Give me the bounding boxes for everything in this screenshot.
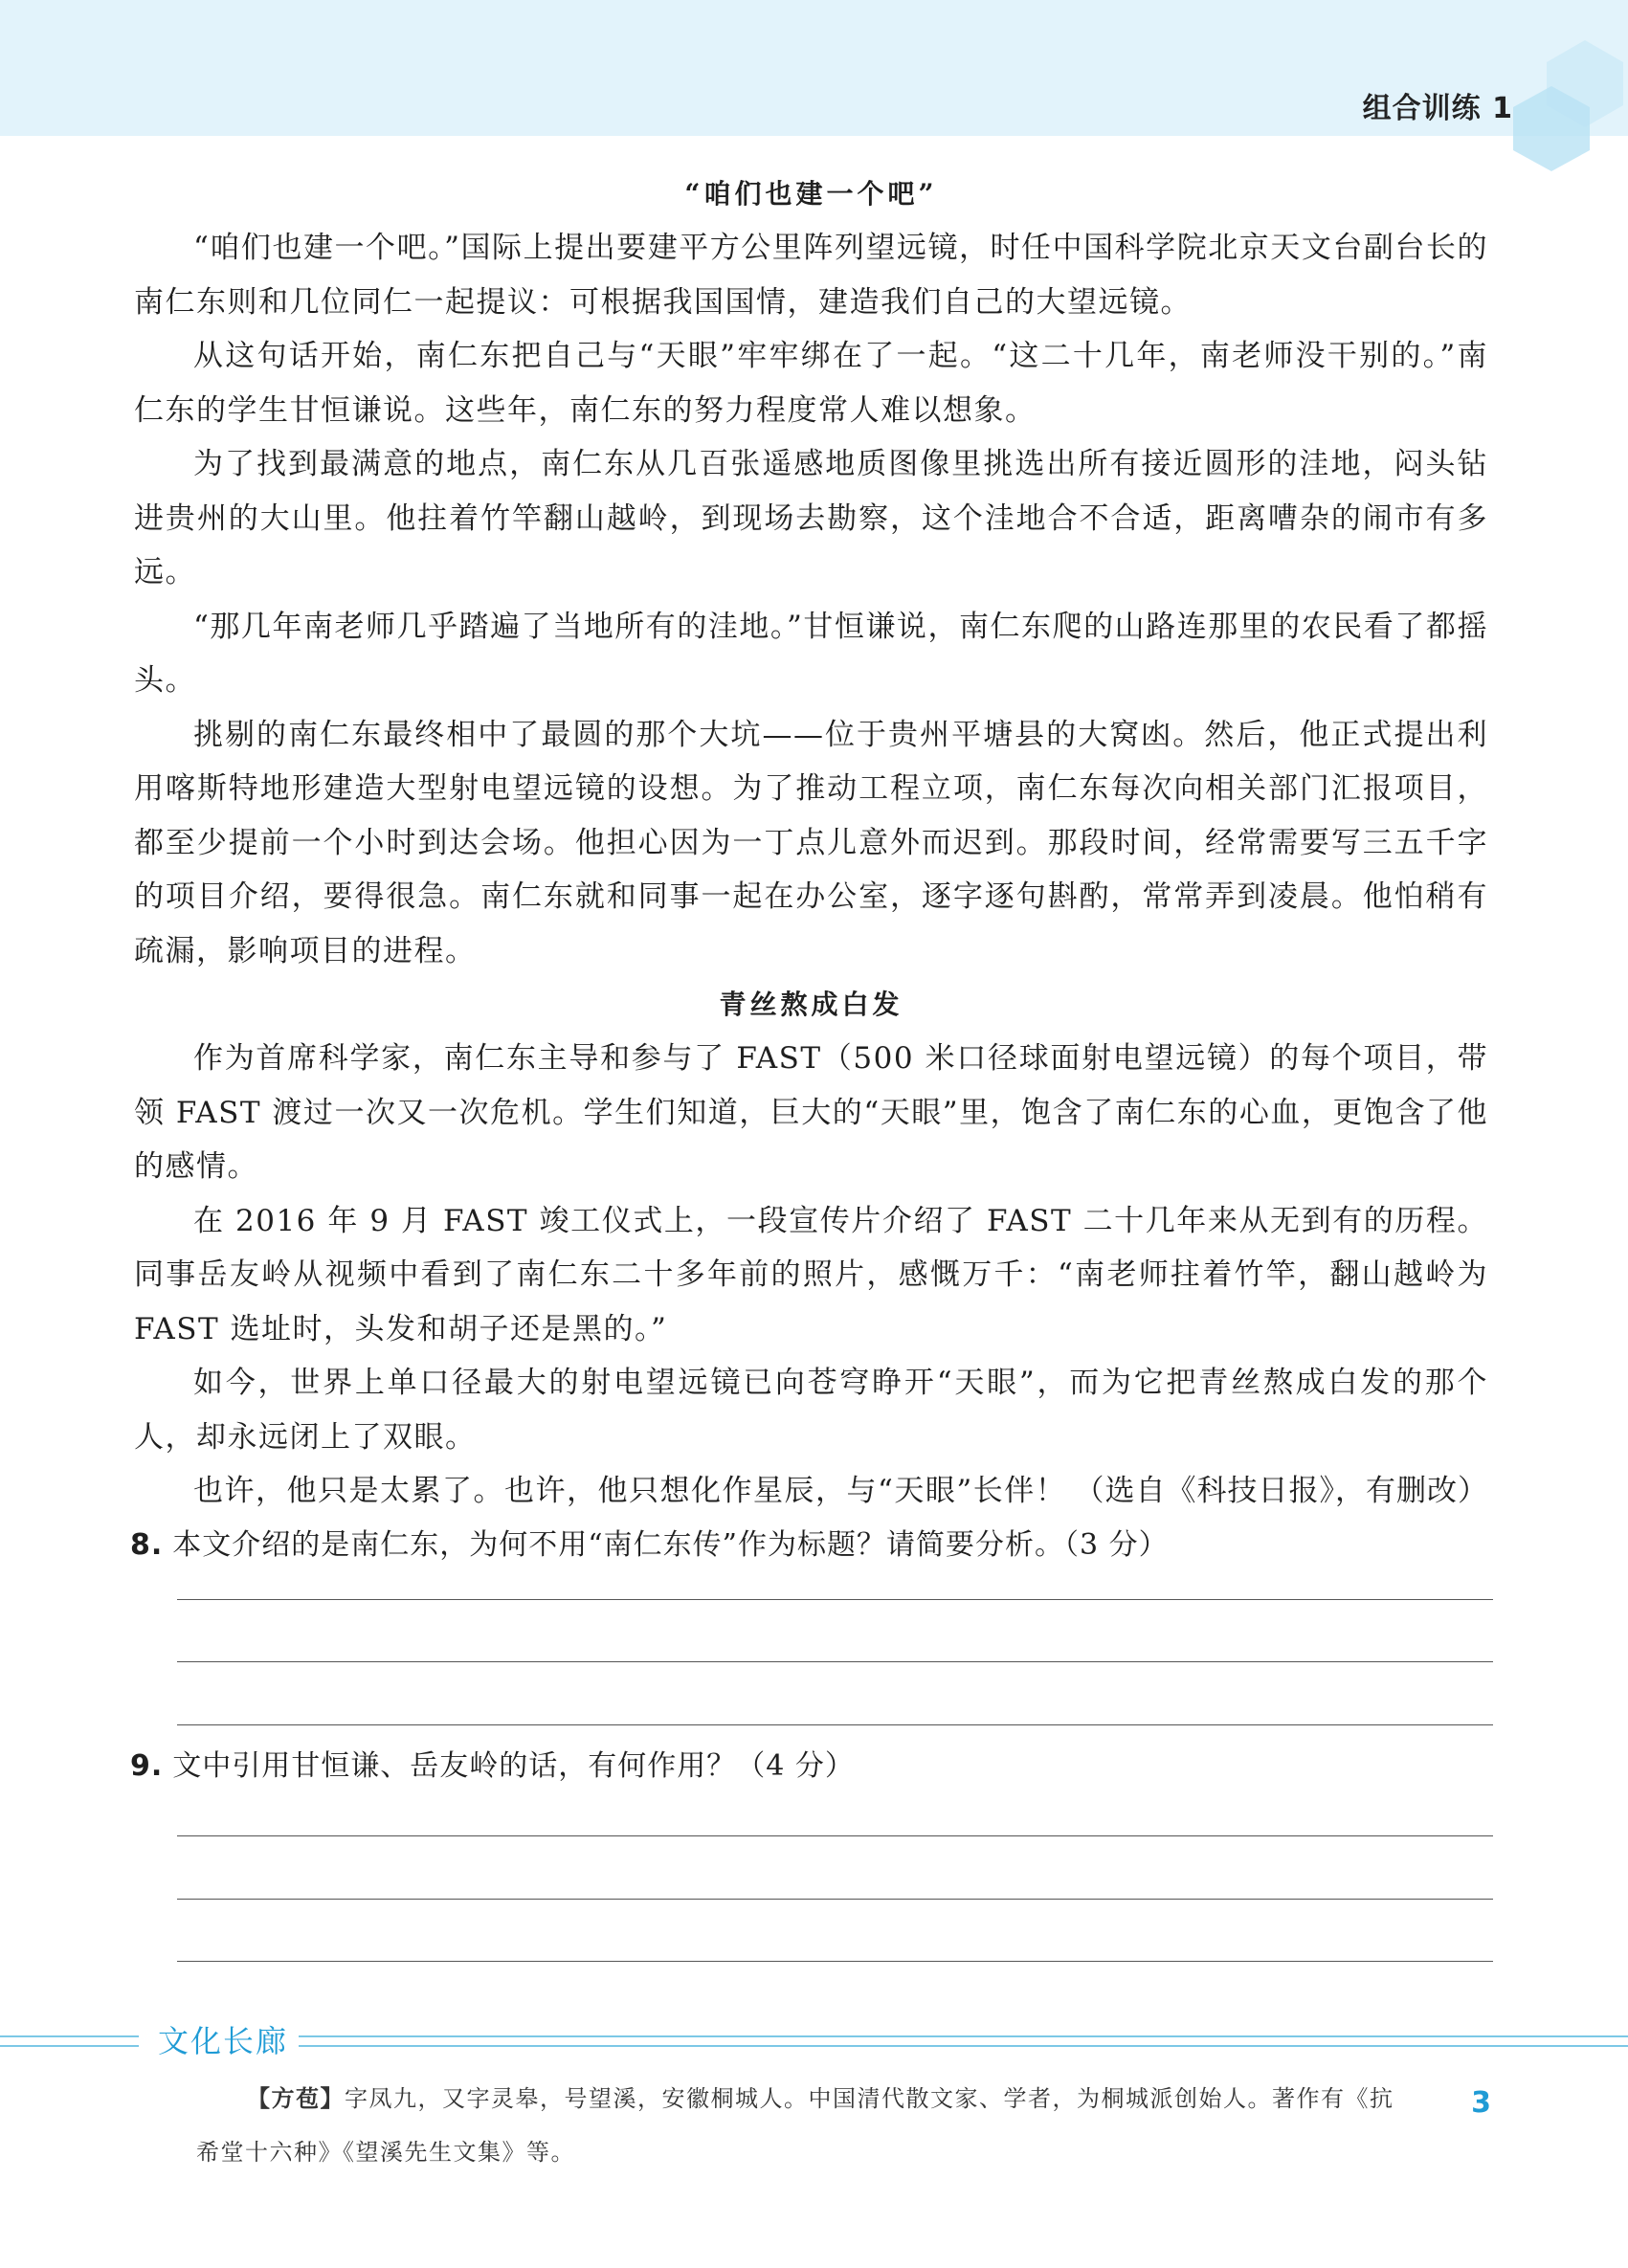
closing-line [134, 1464, 1488, 1519]
section-title: 青丝熬成白发 [719, 989, 903, 1020]
hexagon-decoration [1494, 38, 1628, 172]
culture-divider-right [299, 2035, 1628, 2047]
paragraph: 如今，世界上单口径最大的射电望远镜已向苍穹睁开“天眼”，而为它把青丝熬成白发的那个人，却永远闭上了双眼。 [134, 1366, 1488, 1455]
question-8 [130, 1519, 1488, 1572]
answer-line[interactable] [177, 1661, 1493, 1662]
article-body [130, 167, 1488, 1572]
question-text: 文中引用甘恒谦、岳友岭的话，有何作用？（4 分） [172, 1749, 855, 1783]
culture-divider-left [0, 2035, 139, 2047]
paragraph: 在 2016 年 9 月 FAST 竣工仪式上，一段宣传片介绍了 FAST 二十几年来从无到有的历程。同事岳友岭从视频中看到了南仁东二十多年前的照片，感慨万千：“南老师拄着竹竿，翻山越岭为 FAST 选址时，头发和胡子还是黑的。” [134, 1203, 1488, 1346]
paragraph: “咱们也建一个吧。”国际上提出要建平方公里阵列望远镜，时任中国科学院北京天文台副台长的南仁东则和几位同仁一起提议：可根据我国国情，建造我们自己的大望远镜。 [134, 231, 1488, 320]
answer-line[interactable] [177, 1599, 1493, 1600]
question-number: 8. [130, 1527, 164, 1562]
answer-line[interactable] [177, 1835, 1493, 1836]
paragraph: 挑剔的南仁东最终相中了最圆的那个大坑——位于贵州平塘县的大窝凼。然后，他正式提出利用喀斯特地形建造大型射电望远镜的设想。为了推动工程立项，南仁东每次向相关部门汇报项目，都至少提前一个小时到达会场。他担心因为一丁点儿意外而迟到。那段时间，经常需要写三五千字的项目介绍，要得很急。南仁东就和同事一起在办公室，逐字逐句斟酌，常常弄到凌晨。他怕稍有疏漏，影响项目的进程。 [134, 717, 1488, 968]
culture-section-title: 文化长廊 [158, 2023, 289, 2059]
paragraph: “那几年南老师几乎踏遍了当地所有的洼地。”甘恒谦说，南仁东爬的山路连那里的农民看了都摇头。 [134, 609, 1488, 698]
answer-line[interactable] [177, 1724, 1493, 1725]
answer-line[interactable] [177, 1899, 1493, 1900]
source-citation: （选自《科技日报》，有删改） [1074, 1474, 1488, 1508]
paragraph: 从这句话开始，南仁东把自己与“天眼”牢牢绑在了一起。“这二十几年，南老师没干别的。”南仁东的学生甘恒谦说。这些年，南仁东的努力程度常人难以想象。 [134, 339, 1488, 428]
culture-description: 字凤九，又字灵皋，号望溪，安徽桐城人。中国清代散文家、学者，为桐城派创始人。著作有《抗希堂十六种》《望溪先生文集》等。 [196, 2085, 1394, 2166]
paragraph: 作为首席科学家，南仁东主导和参与了 FAST（500 米口径球面射电望远镜）的每个项目，带领 FAST 渡过一次又一次危机。学生们知道，巨大的“天眼”里，饱含了南仁东的心血，更饱含了他的感情。 [134, 1041, 1488, 1184]
header-title: 组合训练 1 [1362, 92, 1513, 125]
question-number: 9. [130, 1749, 164, 1783]
page-number: 3 [1471, 2086, 1491, 2120]
closing-paragraph: 也许，他只是太累了。也许，他只想化作星辰，与“天眼”长伴！ [193, 1474, 1067, 1508]
section-title: “咱们也建一个吧” [684, 178, 938, 210]
paragraph: 为了找到最满意的地点，南仁东从几百张遥感地质图像里挑选出所有接近圆形的洼地，闷头钻进贵州的大山里。他拄着竹竿翻山越岭，到现场去勘察，这个洼地合不合适，距离嘈杂的闹市有多远。 [134, 447, 1488, 589]
question-9 [130, 1740, 855, 1793]
answer-line[interactable] [177, 1961, 1493, 1962]
culture-term: 【方苞】 [247, 2084, 345, 2112]
question-text: 本文介绍的是南仁东，为何不用“南仁东传”作为标题？请简要分析。（3 分） [172, 1527, 1169, 1562]
culture-note [196, 2072, 1412, 2179]
